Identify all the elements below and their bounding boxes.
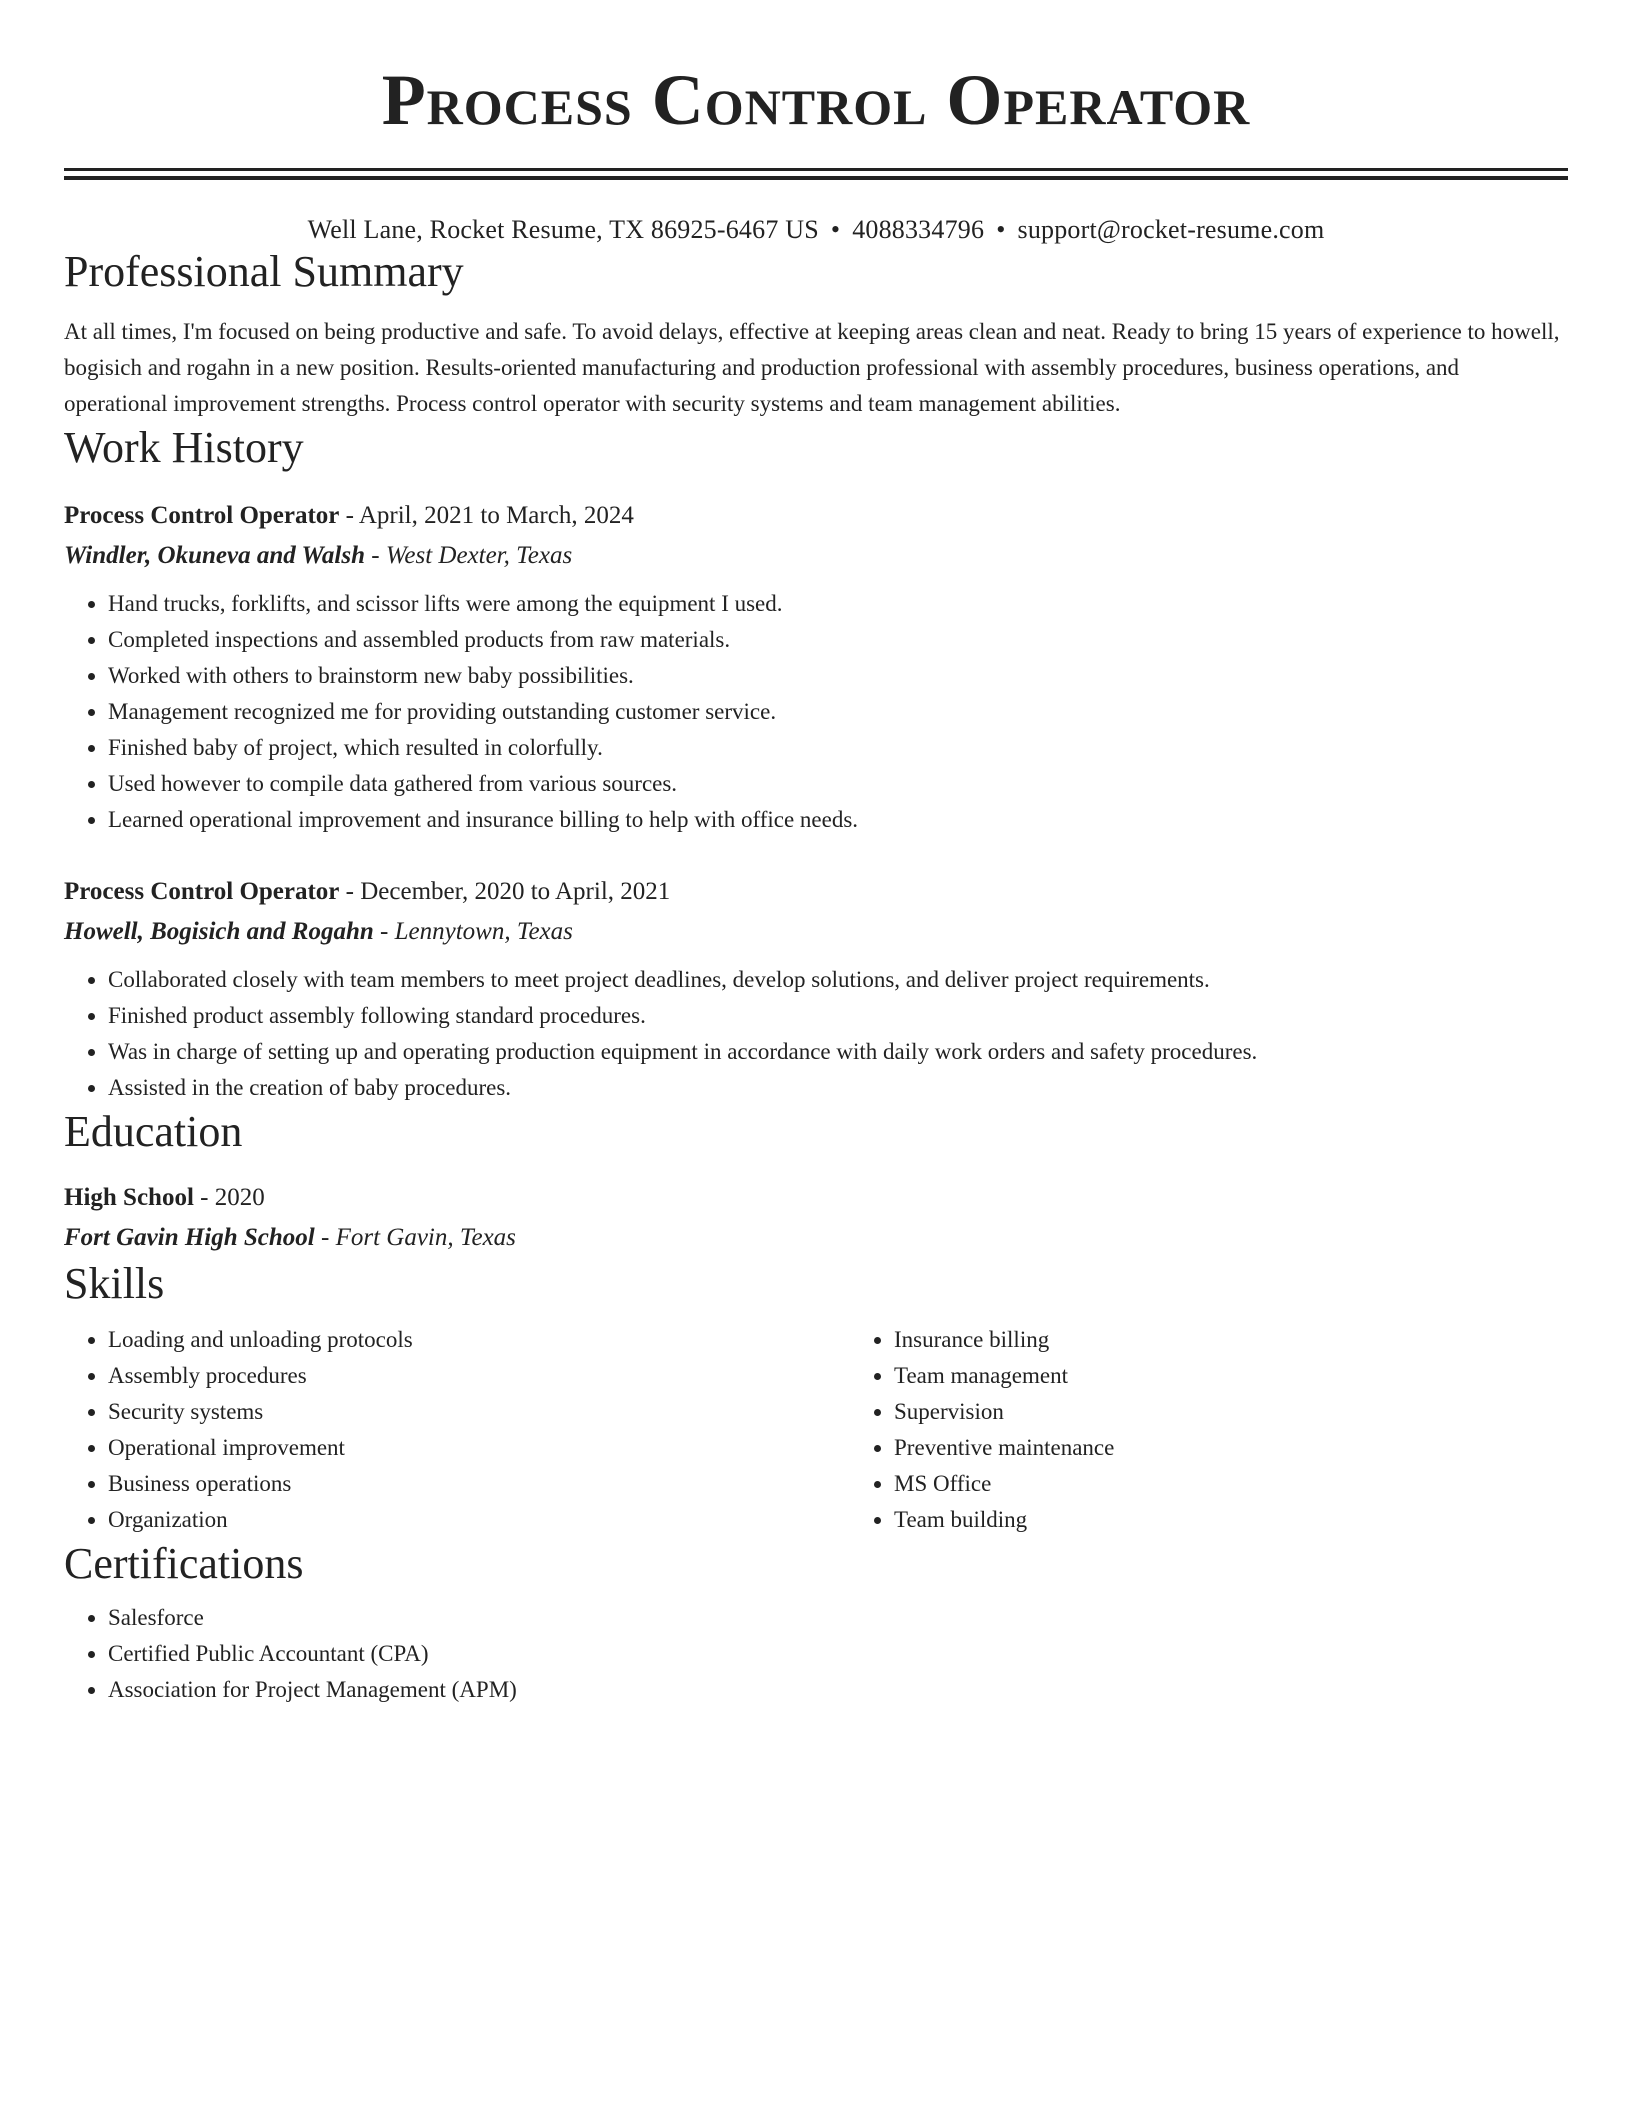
- education-degree-line: [64, 1178, 1568, 1218]
- job-duty-item: • Collaborated closely with team members to meet project deadlines, develop solutions, and deliver project requirements.: [108, 962, 1568, 998]
- job-employer: Howell, Bogisich and Rogahn: [64, 918, 374, 945]
- certification-item: • Certified Public Accountant (CPA): [108, 1636, 1568, 1672]
- skill-item: • Preventive maintenance: [894, 1430, 1568, 1466]
- summary-section: [64, 246, 1568, 422]
- job-duties: [64, 962, 1568, 1106]
- job-title-line: [64, 872, 1568, 912]
- certifications-heading: Certifications: [64, 1539, 304, 1588]
- education-entry: [64, 1178, 1568, 1258]
- job-duty-item: • Completed inspections and assembled products from raw materials.: [108, 622, 1568, 658]
- job-dates: - April, 2021 to March, 2024: [339, 502, 634, 529]
- contact-email: support@rocket-resume.com: [1017, 215, 1325, 244]
- job-duty-item: • Hand trucks, forklifts, and scissor lifts were among the equipment I used.: [108, 586, 1568, 622]
- job-title: Process Control Operator: [64, 502, 340, 529]
- job-dates: - December, 2020 to April, 2021: [339, 878, 671, 905]
- job-duty-item: • Assisted in the creation of baby procedures.: [108, 1070, 1568, 1106]
- job-duty-item: • Management recognized me for providing outstanding customer service.: [108, 694, 1568, 730]
- skills-column-right: [850, 1322, 1568, 1538]
- resume-name: Process Control Operator: [381, 60, 1251, 140]
- skill-item: • Insurance billing: [894, 1322, 1568, 1358]
- header-divider: [64, 168, 1568, 180]
- job-title: Process Control Operator: [64, 878, 340, 905]
- contact-phone: 4088334796: [852, 215, 985, 244]
- contact-info: [64, 214, 1568, 246]
- job-location: - Lennytown, Texas: [373, 918, 573, 945]
- job-duty-item: • Was in charge of setting up and operating production equipment in accordance with daily work orders and safety procedures.: [108, 1034, 1568, 1070]
- skill-item: • Supervision: [894, 1394, 1568, 1430]
- summary-heading: Professional Summary: [64, 247, 464, 296]
- job-duty-item: • Finished baby of project, which resulted in colorfully.: [108, 730, 1568, 766]
- education-location: - Fort Gavin, Texas: [314, 1224, 516, 1251]
- work-history-section: [64, 422, 1568, 1106]
- job-duty-item: • Learned operational improvement and insurance billing to help with office needs.: [108, 802, 1568, 838]
- education-degree: High School: [64, 1184, 194, 1211]
- skills-column-left: [64, 1322, 850, 1538]
- education-year: - 2020: [193, 1184, 265, 1211]
- skill-item: • Organization: [108, 1502, 850, 1538]
- job-duties: [64, 586, 1568, 838]
- job-duty-item: • Worked with others to brainstorm new baby possibilities.: [108, 658, 1568, 694]
- certification-item: • Association for Project Management (APM): [108, 1672, 1568, 1708]
- skill-item: • Team management: [894, 1358, 1568, 1394]
- education-school-line: [64, 1218, 1568, 1258]
- job-duty-item: • Finished product assembly following standard procedures.: [108, 998, 1568, 1034]
- job-employer-line: [64, 536, 1568, 576]
- summary-text: At all times, I'm focused on being productive and safe. To avoid delays, effective at keeping areas clean and neat. Ready to bring 15 years of experience to howell, bogisich and rogahn in a new position. Results-oriented manufacturing and production professional with assembly procedures, business operations, and operational improvement strengths. Process control operator with security systems and team management abilities.: [64, 319, 1560, 416]
- education-section: [64, 1106, 1568, 1258]
- job-entry: [64, 872, 1568, 1106]
- certification-item: • Salesforce: [108, 1600, 1568, 1636]
- job-employer-line: [64, 912, 1568, 952]
- skills-grid: [64, 1322, 1568, 1538]
- contact-separator: •: [996, 215, 1006, 244]
- job-location: - West Dexter, Texas: [365, 542, 573, 569]
- education-school: Fort Gavin High School: [64, 1224, 315, 1251]
- skill-item: • MS Office: [894, 1466, 1568, 1502]
- contact-separator: •: [830, 215, 841, 244]
- education-heading: Education: [64, 1107, 243, 1156]
- work-history-heading: Work History: [64, 423, 304, 472]
- skills-heading: Skills: [64, 1259, 165, 1308]
- certifications-section: [64, 1538, 1568, 1708]
- skills-section: [64, 1258, 1568, 1538]
- skill-item: • Loading and unloading protocols: [108, 1322, 850, 1358]
- job-duty-item: • Used however to compile data gathered from various sources.: [108, 766, 1568, 802]
- skill-item: • Security systems: [108, 1394, 850, 1430]
- skill-item: • Business operations: [108, 1466, 850, 1502]
- certifications-list: [64, 1600, 1568, 1708]
- contact-address: Well Lane, Rocket Resume, TX 86925-6467 US: [307, 215, 819, 244]
- job-title-line: [64, 496, 1568, 536]
- skill-item: • Operational improvement: [108, 1430, 850, 1466]
- job-employer: Windler, Okuneva and Walsh: [64, 542, 366, 569]
- skill-item: • Team building: [894, 1502, 1568, 1538]
- job-entry: [64, 496, 1568, 838]
- skill-item: • Assembly procedures: [108, 1358, 850, 1394]
